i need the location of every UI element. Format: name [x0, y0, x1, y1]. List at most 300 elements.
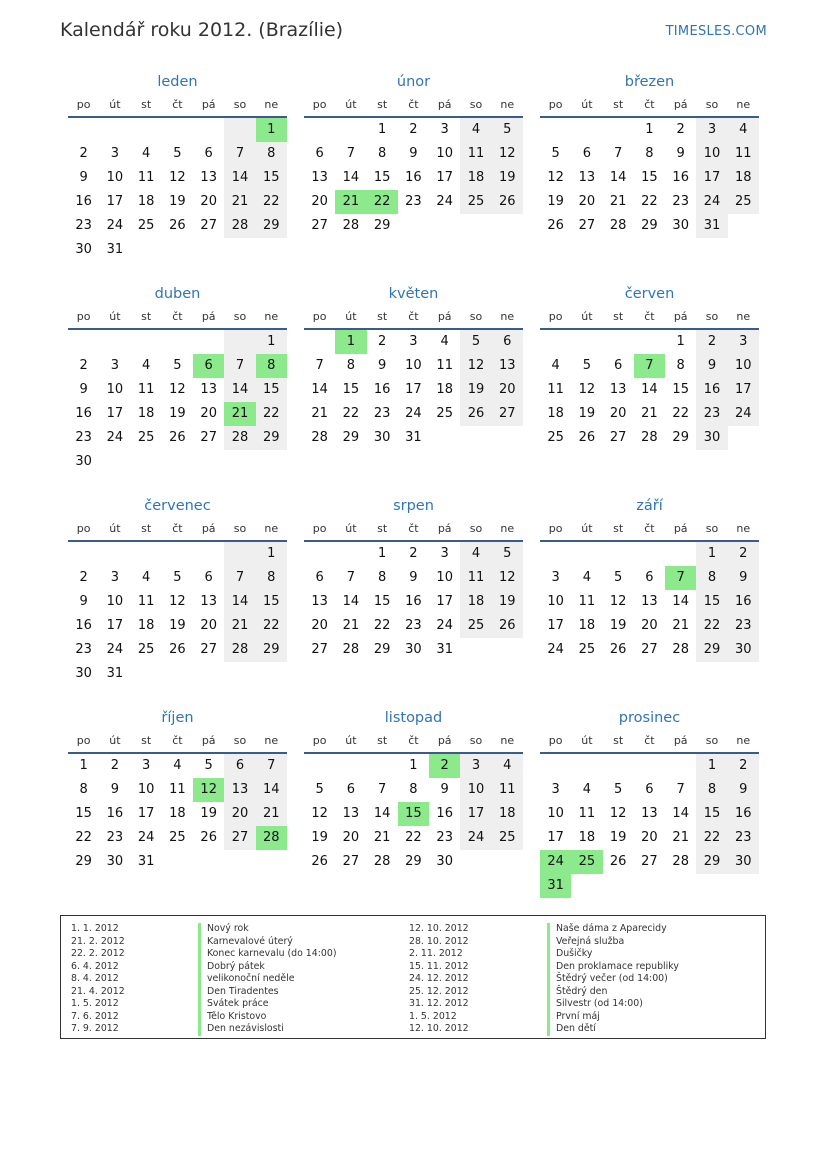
day-cell: 25 — [169, 830, 186, 845]
day-cell: 27 — [224, 826, 255, 850]
day-cell: 8 — [346, 358, 356, 373]
day-cell: 20 — [342, 830, 360, 845]
day-cell: 24 — [436, 618, 453, 633]
day-cell: 29 — [696, 638, 727, 662]
day-cell: 12 — [547, 170, 564, 185]
day-cell: 15 — [256, 590, 287, 614]
day-cell: 22 — [256, 402, 287, 426]
days-grid — [540, 754, 759, 898]
day-cell: 16 — [106, 806, 124, 821]
holiday-day-cell: 7 — [634, 354, 665, 378]
empty-day-cell — [193, 118, 224, 142]
weekday-label: čt — [644, 522, 655, 535]
weekday-label: st — [613, 522, 624, 535]
month-block — [540, 71, 759, 263]
day-cell: 4 — [173, 758, 182, 773]
weekday-label: út — [581, 98, 593, 111]
month-name: březen — [624, 74, 675, 90]
month-block — [304, 71, 523, 263]
weekday-label: st — [613, 734, 624, 747]
weekday-label: ne — [500, 310, 515, 323]
day-cell: 13 — [641, 806, 658, 821]
day-cell: 3 — [110, 358, 120, 373]
holiday-date: 1. 1. 2012 — [71, 923, 119, 934]
weekday-label: čt — [172, 310, 183, 323]
empty-day-cell — [162, 118, 193, 142]
day-cell: 27 — [200, 430, 217, 445]
day-cell: 7 — [224, 566, 255, 590]
day-cell: 1 — [696, 542, 727, 566]
day-cell: 17 — [728, 378, 759, 402]
day-cell: 24 — [106, 218, 124, 233]
day-cell: 11 — [578, 806, 596, 821]
day-cell: 13 — [200, 170, 217, 185]
day-cell: 13 — [641, 594, 658, 609]
day-cell: 14 — [641, 382, 658, 397]
day-cell: 17 — [547, 618, 564, 633]
day-cell: 11 — [169, 782, 186, 797]
day-cell: 9 — [440, 782, 449, 797]
holiday-date: 7. 9. 2012 — [71, 1023, 119, 1034]
weekday-label: st — [141, 734, 152, 747]
day-cell: 21 — [672, 618, 689, 633]
weekday-label: st — [377, 734, 388, 747]
day-cell: 2 — [79, 570, 88, 585]
day-cell: 20 — [200, 618, 217, 633]
month-name: únor — [396, 74, 431, 90]
empty-day-cell — [540, 330, 571, 354]
weekday-label: st — [377, 98, 388, 111]
day-cell: 5 — [173, 146, 182, 161]
weekday-label: čt — [172, 734, 183, 747]
day-cell: 20 — [641, 618, 658, 633]
day-cell: 9 — [79, 170, 88, 185]
day-cell: 5 — [460, 330, 491, 354]
holiday-date: 15. 11. 2012 — [409, 960, 469, 972]
day-cell: 6 — [645, 570, 654, 585]
empty-day-cell — [224, 330, 255, 354]
day-cell: 10 — [106, 594, 124, 609]
day-cell: 7 — [378, 782, 387, 797]
weekday-label: út — [109, 98, 121, 111]
day-cell: 10 — [728, 354, 759, 378]
day-cell: 18 — [492, 802, 523, 826]
day-cell: 6 — [492, 330, 523, 354]
day-cell: 29 — [256, 638, 287, 662]
day-cell: 2 — [728, 754, 759, 778]
day-cell: 28 — [672, 642, 689, 657]
day-cell: 16 — [75, 194, 92, 209]
day-cell: 29 — [256, 426, 287, 450]
weekday-label: po — [312, 310, 327, 323]
day-cell: 27 — [578, 218, 596, 233]
holiday-day-cell: 22 — [367, 190, 398, 214]
day-cell: 23 — [405, 194, 422, 209]
day-cell: 12 — [460, 354, 491, 378]
weekday-label: so — [233, 522, 247, 535]
day-cell: 28 — [311, 430, 328, 445]
weekday-label: so — [705, 310, 719, 323]
day-cell: 8 — [676, 358, 685, 373]
weekday-label: ne — [736, 734, 751, 747]
day-cell: 30 — [728, 638, 759, 662]
day-cell: 9 — [728, 566, 759, 590]
day-cell: 15 — [256, 378, 287, 402]
day-cell: 25 — [137, 430, 155, 445]
day-cell: 25 — [137, 642, 155, 657]
day-cell: 26 — [492, 190, 523, 214]
weekday-label: út — [109, 310, 121, 323]
day-cell: 27 — [641, 854, 658, 869]
day-cell: 12 — [169, 170, 186, 185]
day-cell: 7 — [346, 146, 356, 161]
empty-day-cell — [571, 330, 602, 354]
empty-day-cell — [193, 330, 224, 354]
holiday-date: 8. 4. 2012 — [71, 973, 119, 984]
days-grid — [68, 330, 287, 474]
day-cell: 2 — [79, 146, 88, 161]
month-name: listopad — [384, 710, 443, 726]
empty-day-cell — [162, 542, 193, 566]
holiday-day-cell: 7 — [665, 566, 696, 590]
holiday-name: Nový rok — [198, 923, 398, 936]
day-cell: 24 — [460, 826, 491, 850]
day-cell: 7 — [346, 570, 356, 585]
weekday-label: po — [76, 98, 91, 111]
empty-day-cell — [68, 118, 99, 142]
day-cell: 19 — [609, 618, 627, 633]
day-cell: 11 — [137, 594, 155, 609]
day-cell: 27 — [609, 430, 627, 445]
day-cell: 8 — [256, 142, 287, 166]
weekday-label: čt — [408, 734, 419, 747]
day-cell: 6 — [582, 146, 592, 161]
day-cell: 24 — [436, 194, 453, 209]
day-cell: 17 — [106, 406, 124, 421]
day-cell: 14 — [224, 378, 255, 402]
page-title: Kalendář roku 2012. (Brazílie) — [60, 19, 344, 41]
day-cell: 6 — [614, 358, 623, 373]
weekday-label: ne — [736, 98, 751, 111]
day-cell: 28 — [342, 218, 360, 233]
day-cell: 8 — [79, 782, 88, 797]
day-cell: 4 — [582, 570, 592, 585]
holiday-name: Silvestr (od 14:00) — [547, 998, 747, 1011]
day-cell: 7 — [676, 782, 685, 797]
day-cell: 19 — [460, 378, 491, 402]
holiday-name: Štědrý večer (od 14:00) — [547, 973, 747, 986]
weekday-label: so — [469, 734, 483, 747]
day-cell: 5 — [173, 570, 182, 585]
day-cell: 23 — [106, 830, 124, 845]
day-cell: 20 — [492, 378, 523, 402]
day-cell: 13 — [492, 354, 523, 378]
day-cell: 8 — [378, 146, 387, 161]
empty-day-cell — [68, 330, 99, 354]
empty-day-cell — [571, 542, 602, 566]
day-cell: 4 — [551, 358, 560, 373]
day-cell: 22 — [342, 406, 360, 421]
day-cell: 14 — [672, 594, 689, 609]
weekday-header — [540, 94, 759, 118]
day-cell: 27 — [311, 642, 328, 657]
day-cell: 12 — [311, 806, 328, 821]
day-cell: 9 — [728, 778, 759, 802]
weekday-header — [68, 306, 287, 330]
day-cell: 30 — [106, 854, 124, 869]
day-cell: 8 — [645, 146, 654, 161]
day-cell: 5 — [614, 570, 623, 585]
holiday-name: Karnevalové úterý — [198, 936, 398, 949]
day-cell: 18 — [137, 194, 155, 209]
day-cell: 18 — [460, 590, 491, 614]
day-cell: 5 — [614, 782, 623, 797]
weekday-label: so — [705, 98, 719, 111]
weekday-label: ne — [736, 310, 751, 323]
empty-day-cell — [665, 754, 696, 778]
holiday-day-cell: 15 — [398, 802, 429, 826]
day-cell: 20 — [224, 802, 255, 826]
weekday-label: út — [581, 522, 593, 535]
day-cell: 6 — [315, 570, 324, 585]
day-cell: 31 — [106, 242, 124, 257]
day-cell: 10 — [436, 146, 453, 161]
holiday-name: Den Tiradentes — [198, 986, 398, 999]
holiday-date: 21. 2. 2012 — [71, 935, 125, 947]
weekday-label: ne — [264, 522, 279, 535]
holiday-date: 6. 4. 2012 — [71, 960, 119, 972]
day-cell: 13 — [311, 594, 328, 609]
weekday-label: po — [76, 522, 91, 535]
empty-day-cell — [193, 542, 224, 566]
empty-day-cell — [634, 330, 665, 354]
empty-day-cell — [335, 542, 366, 566]
weekday-label: ne — [264, 98, 279, 111]
month-name: prosinec — [618, 710, 681, 726]
day-cell: 23 — [728, 826, 759, 850]
empty-day-cell — [603, 330, 634, 354]
day-cell: 2 — [378, 334, 387, 349]
day-cell: 14 — [672, 806, 689, 821]
empty-day-cell — [540, 542, 571, 566]
holiday-date: 28. 10. 2012 — [409, 935, 469, 947]
day-cell: 4 — [460, 542, 491, 566]
day-cell: 27 — [492, 402, 523, 426]
day-cell: 3 — [440, 122, 449, 137]
holiday-name: Naše dáma z Aparecidy — [547, 923, 747, 936]
day-cell: 20 — [311, 194, 328, 209]
day-cell: 22 — [641, 194, 658, 209]
day-cell: 25 — [547, 430, 564, 445]
day-cell: 13 — [200, 382, 217, 397]
day-cell: 8 — [378, 570, 387, 585]
weekday-header — [304, 94, 523, 118]
holiday-day-cell: 21 — [224, 402, 255, 426]
day-cell: 7 — [224, 354, 255, 378]
day-cell: 18 — [578, 618, 596, 633]
day-cell: 12 — [169, 594, 186, 609]
holiday-day-cell: 1 — [335, 330, 366, 354]
day-cell: 12 — [492, 142, 523, 166]
day-cell: 1 — [256, 542, 287, 566]
day-cell: 23 — [696, 402, 727, 426]
day-cell: 20 — [641, 830, 658, 845]
day-cell: 21 — [311, 406, 328, 421]
holiday-name: Tělo Kristovo — [198, 1011, 398, 1024]
day-cell: 3 — [440, 546, 449, 561]
day-cell: 14 — [224, 166, 255, 190]
weekday-label: pá — [201, 734, 216, 747]
weekday-label: po — [548, 98, 563, 111]
day-cell: 17 — [696, 166, 727, 190]
day-cell: 28 — [224, 426, 255, 450]
day-cell: 6 — [224, 754, 255, 778]
day-cell: 4 — [582, 782, 592, 797]
holiday-name: Konec karnevalu (do 14:00) — [198, 948, 398, 961]
holiday-name: Den proklamace republiky — [547, 961, 747, 974]
day-cell: 25 — [492, 826, 523, 850]
day-cell: 2 — [409, 546, 418, 561]
empty-day-cell — [571, 118, 602, 142]
day-cell: 11 — [137, 170, 155, 185]
holiday-name: Dušičky — [547, 948, 747, 961]
day-cell: 14 — [342, 594, 360, 609]
day-cell: 4 — [142, 146, 151, 161]
day-cell: 20 — [609, 406, 627, 421]
empty-day-cell — [304, 542, 335, 566]
day-cell: 26 — [578, 430, 596, 445]
day-cell: 19 — [169, 406, 186, 421]
day-cell: 12 — [609, 806, 627, 821]
day-cell: 12 — [609, 594, 627, 609]
day-cell: 30 — [728, 850, 759, 874]
day-cell: 30 — [75, 454, 92, 469]
empty-day-cell — [304, 118, 335, 142]
empty-day-cell — [634, 754, 665, 778]
day-cell: 24 — [106, 642, 124, 657]
day-cell: 4 — [142, 358, 151, 373]
day-cell: 26 — [460, 402, 491, 426]
weekday-label: st — [613, 310, 624, 323]
weekday-label: st — [377, 310, 388, 323]
days-grid — [304, 118, 523, 238]
holiday-date: 12. 10. 2012 — [409, 1023, 469, 1034]
weekday-header — [68, 94, 287, 118]
day-cell: 6 — [204, 570, 213, 585]
day-cell: 31 — [696, 214, 727, 238]
day-cell: 21 — [672, 830, 689, 845]
day-cell: 10 — [106, 382, 124, 397]
day-cell: 22 — [696, 826, 727, 850]
day-cell: 4 — [440, 334, 449, 349]
day-cell: 21 — [641, 406, 658, 421]
weekday-label: st — [141, 522, 152, 535]
weekday-label: st — [141, 310, 152, 323]
day-cell: 26 — [609, 642, 627, 657]
day-cell: 27 — [200, 642, 217, 657]
day-cell: 29 — [696, 850, 727, 874]
day-cell: 19 — [169, 194, 186, 209]
day-cell: 24 — [405, 406, 422, 421]
day-cell: 7 — [614, 146, 623, 161]
day-cell: 8 — [696, 778, 727, 802]
holiday-day-cell: 21 — [335, 190, 366, 214]
day-cell: 10 — [137, 782, 155, 797]
day-cell: 25 — [578, 642, 596, 657]
empty-day-cell — [603, 542, 634, 566]
empty-day-cell — [665, 542, 696, 566]
day-cell: 22 — [373, 618, 391, 633]
weekday-label: ne — [500, 734, 515, 747]
day-cell: 17 — [137, 806, 155, 821]
empty-day-cell — [162, 330, 193, 354]
holiday-name: Den nezávislosti — [198, 1023, 398, 1036]
day-cell: 16 — [373, 382, 391, 397]
holiday-date: 2. 11. 2012 — [409, 948, 463, 959]
day-cell: 26 — [609, 854, 627, 869]
day-cell: 18 — [578, 830, 596, 845]
day-cell: 24 — [547, 642, 564, 657]
weekday-label: pá — [437, 734, 452, 747]
month-name: září — [636, 498, 663, 514]
day-cell: 29 — [405, 854, 422, 869]
empty-day-cell — [335, 754, 366, 778]
day-cell: 5 — [315, 782, 324, 797]
holiday-day-cell: 6 — [193, 354, 224, 378]
day-cell: 29 — [641, 218, 658, 233]
day-cell: 12 — [578, 382, 596, 397]
day-cell: 1 — [409, 758, 418, 773]
days-grid — [540, 330, 759, 450]
day-cell: 16 — [436, 806, 453, 821]
day-cell: 22 — [256, 190, 287, 214]
weekday-label: čt — [172, 522, 183, 535]
day-cell: 10 — [547, 806, 564, 821]
day-cell: 26 — [547, 218, 564, 233]
weekday-label: so — [469, 98, 483, 111]
empty-day-cell — [603, 754, 634, 778]
weekday-header — [540, 306, 759, 330]
day-cell: 24 — [106, 430, 124, 445]
day-cell: 18 — [137, 406, 155, 421]
month-block — [68, 495, 287, 687]
day-cell: 29 — [75, 854, 92, 869]
day-cell: 21 — [342, 618, 360, 633]
weekday-header — [540, 518, 759, 542]
weekday-label: pá — [673, 98, 688, 111]
weekday-label: ne — [264, 734, 279, 747]
day-cell: 17 — [460, 802, 491, 826]
day-cell: 17 — [547, 830, 564, 845]
day-cell: 12 — [169, 382, 186, 397]
site-brand-link[interactable]: TIMESLES.COM — [665, 24, 767, 39]
day-cell: 11 — [547, 382, 564, 397]
day-cell: 27 — [342, 854, 360, 869]
day-cell: 20 — [578, 194, 596, 209]
weekday-header — [304, 518, 523, 542]
day-cell: 8 — [256, 566, 287, 590]
day-cell: 9 — [79, 594, 88, 609]
day-cell: 9 — [110, 782, 120, 797]
day-cell: 25 — [460, 614, 491, 638]
day-cell: 9 — [409, 570, 418, 585]
weekday-header — [540, 730, 759, 754]
weekday-label: čt — [408, 522, 419, 535]
weekday-label: čt — [644, 310, 655, 323]
holiday-date: 24. 12. 2012 — [409, 973, 469, 984]
day-cell: 21 — [224, 190, 255, 214]
holiday-day-cell: 28 — [256, 826, 287, 850]
